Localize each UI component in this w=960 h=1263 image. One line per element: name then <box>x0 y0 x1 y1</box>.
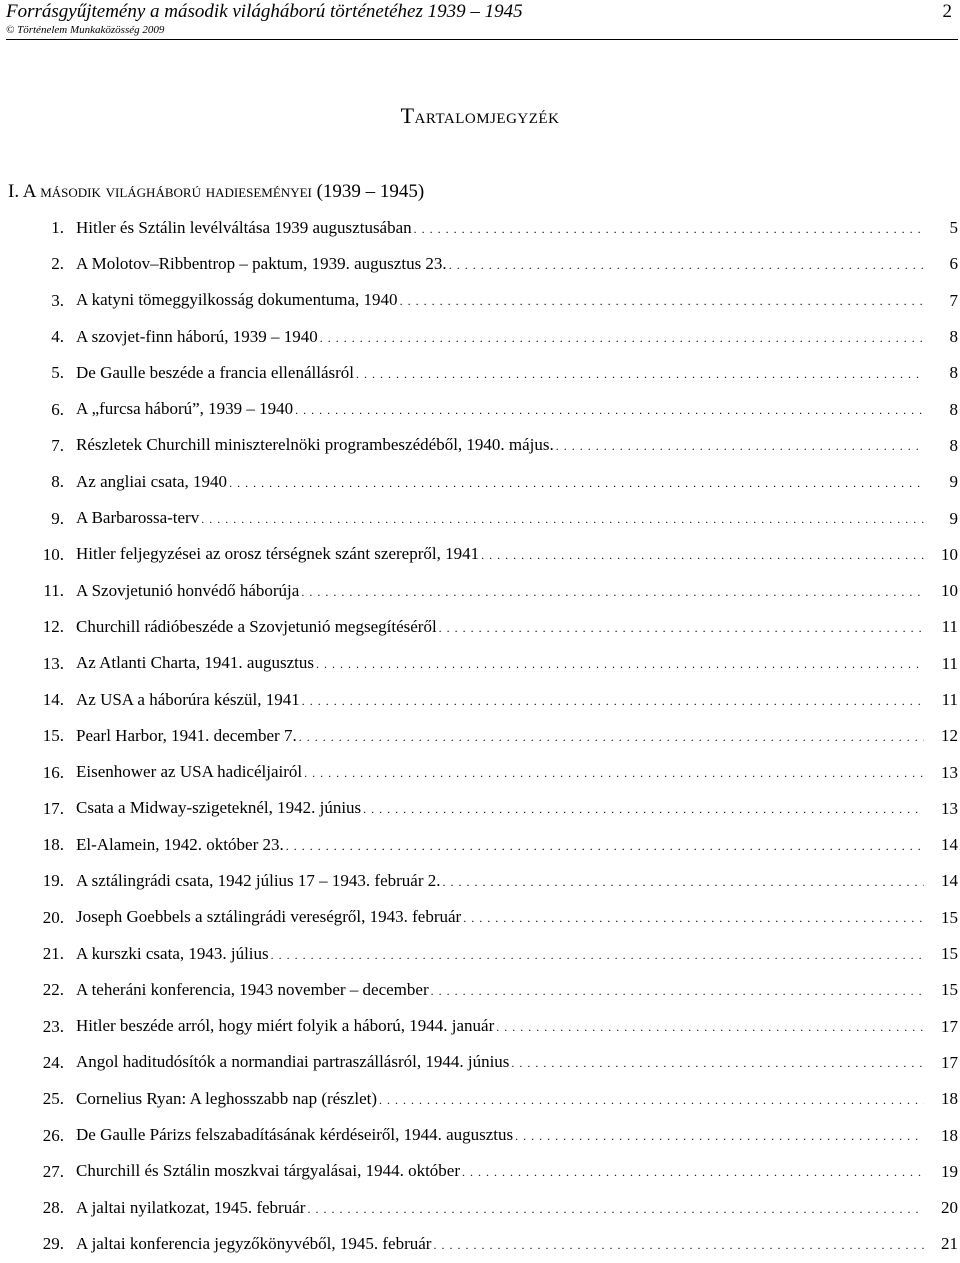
toc-entry-line <box>76 979 924 1002</box>
toc-entry-line <box>76 326 924 349</box>
toc-entry-title: A Barbarossa-terv <box>76 508 200 528</box>
toc-entry-line <box>76 434 924 457</box>
toc-entry-page: 20 <box>941 1198 958 1218</box>
toc-entry-line <box>76 870 924 893</box>
toc-entry-title: Az Atlanti Charta, 1941. augusztus <box>76 653 314 673</box>
toc-entry-page: 10 <box>941 581 958 601</box>
toc-entry-number: 25. <box>42 1089 64 1109</box>
toc-entry-page: 17 <box>941 1016 958 1036</box>
toc-entry-line <box>76 834 924 857</box>
header-divider <box>6 39 958 40</box>
toc-entry[interactable] <box>0 972 960 1008</box>
toc-dot-leader <box>201 507 924 530</box>
toc-entry[interactable] <box>0 1154 960 1190</box>
toc-entry-page: 18 <box>941 1089 958 1109</box>
toc-entry-title: Csata a Midway-szigeteknél, 1942. június <box>76 798 362 818</box>
toc-entry-number: 12. <box>42 617 64 637</box>
toc-entry-line <box>76 761 924 784</box>
toc-entry-line <box>76 543 924 566</box>
toc-entry-number: 18. <box>42 835 64 855</box>
toc-entry-number: 24. <box>42 1052 64 1072</box>
toc-entry-number: 16. <box>42 762 64 782</box>
toc-entry-title: A jaltai nyilatkozat, 1945. február <box>76 1197 306 1217</box>
toc-entry-number: 14. <box>42 690 64 709</box>
toc-entry-number: 7. <box>51 435 64 455</box>
toc-dot-leader <box>286 834 924 857</box>
toc-entry-line <box>76 289 924 312</box>
toc-entry[interactable] <box>0 718 960 754</box>
toc-entry-page: 11 <box>941 653 958 673</box>
toc-entry[interactable] <box>0 863 960 899</box>
toc-entry[interactable] <box>0 682 960 718</box>
toc-entry-title: Joseph Goebbels a sztálingrádi vereségről, 1943. február <box>76 907 462 927</box>
toc-dot-leader <box>463 906 924 929</box>
toc-entry[interactable] <box>0 537 960 573</box>
toc-dot-leader <box>442 870 924 893</box>
toc-entry[interactable] <box>0 827 960 863</box>
toc-dot-leader <box>449 253 924 276</box>
toc-entry-page: 15 <box>941 907 958 927</box>
toc-entry-title: Churchill rádióbeszéde a Szovjetunió megsegítéséről <box>76 616 437 636</box>
toc-entry-line <box>76 398 924 421</box>
toc-dot-leader <box>439 616 924 639</box>
toc-entry[interactable] <box>0 246 960 282</box>
toc-dot-leader <box>414 217 924 240</box>
toc-entry-page: 12 <box>941 726 958 746</box>
toc-entry-title: A kurszki csata, 1943. július <box>76 943 269 963</box>
toc-entry-line <box>76 253 924 276</box>
toc-entry-page: 19 <box>941 1161 958 1181</box>
toc-entry-line <box>76 362 924 385</box>
toc-entry[interactable] <box>0 1009 960 1045</box>
toc-dot-leader <box>363 797 924 820</box>
toc-entry[interactable] <box>0 1226 960 1262</box>
toc-entry-line <box>76 1088 924 1111</box>
toc-entry-page: 9 <box>949 472 958 492</box>
toc-entry-title: A teheráni konferencia, 1943 november – december <box>76 979 429 999</box>
toc-entry-title: Cornelius Ryan: A leghosszabb nap (részlet) <box>76 1088 378 1108</box>
toc-entry-line <box>76 652 924 675</box>
toc-entry-number: 9. <box>51 508 64 528</box>
toc-entry-line <box>76 1015 924 1038</box>
toc-entry[interactable] <box>0 1045 960 1081</box>
toc-entry-line <box>76 1160 924 1183</box>
section-heading: I. A második világháború hadieseményei (1939 – 1945) <box>8 181 425 202</box>
toc-entry-title: Hitler beszéde arról, hogy miért folyik a háború, 1944. január <box>76 1016 495 1036</box>
toc-entry-title: Részletek Churchill miniszterelnöki programbeszédéből, 1940. május. <box>76 435 554 455</box>
toc-entry-title: De Gaulle beszéde a francia ellenállásról <box>76 362 354 382</box>
toc-dot-leader <box>496 1015 924 1038</box>
toc-entry[interactable] <box>0 900 960 936</box>
toc-entry-number: 27. <box>42 1161 64 1181</box>
toc-entry[interactable] <box>0 210 960 246</box>
toc-entry-page: 6 <box>949 254 958 274</box>
toc-dot-leader <box>307 1197 924 1220</box>
toc-entry-number: 4. <box>51 327 64 347</box>
toc-entry[interactable] <box>0 1081 960 1117</box>
toc-entry-number: 6. <box>51 399 64 419</box>
toc-entry-number: 1. <box>51 218 64 238</box>
toc-dot-leader <box>400 289 924 312</box>
toc-entry-number: 10. <box>42 544 64 564</box>
toc-entry-line <box>76 471 924 494</box>
toc-entry[interactable] <box>0 1190 960 1226</box>
toc-entry-number: 5. <box>51 363 64 383</box>
toc-dot-leader <box>320 326 924 349</box>
toc-entry-line <box>76 797 924 820</box>
header-credit: © Történelem Munkaközösség 2009 <box>6 24 165 36</box>
toc-dot-leader <box>511 1051 924 1074</box>
toc-entry-page: 14 <box>941 871 958 891</box>
table-of-contents <box>0 210 960 1263</box>
toc-entry-page: 11 <box>941 617 958 637</box>
toc-entry-title: A Szovjetunió honvédő háborúja <box>76 580 300 600</box>
toc-entry-page: 8 <box>949 399 958 419</box>
toc-dot-leader <box>271 943 924 966</box>
toc-entry-number: 3. <box>51 290 64 310</box>
toc-entry[interactable] <box>0 391 960 427</box>
toc-dot-leader <box>431 979 924 1002</box>
toc-entry-line <box>76 906 924 929</box>
toc-entry-number: 2. <box>51 254 64 274</box>
toc-entry[interactable] <box>0 464 960 500</box>
toc-dot-leader <box>301 580 924 603</box>
toc-dot-leader <box>302 689 924 712</box>
toc-entry-page: 14 <box>941 835 958 855</box>
toc-entry-page: 8 <box>949 363 958 383</box>
toc-dot-leader <box>462 1160 924 1183</box>
toc-dot-leader <box>556 434 924 457</box>
toc-entry[interactable] <box>0 355 960 391</box>
toc-dot-leader <box>481 543 924 566</box>
toc-entry-title: A jaltai konferencia jegyzőkönyvéből, 1945. február <box>76 1233 432 1253</box>
toc-entry-page: 8 <box>949 435 958 455</box>
page-number: 2 <box>942 1 952 22</box>
toc-entry-title: Pearl Harbor, 1941. december 7. <box>76 725 297 745</box>
toc-entry-title: A katyni tömeggyilkosság dokumentuma, 1940 <box>76 290 398 310</box>
toc-entry[interactable] <box>0 500 960 536</box>
toc-entry[interactable] <box>0 283 960 319</box>
toc-entry-page: 15 <box>941 944 958 964</box>
toc-entry-title: A sztálingrádi csata, 1942 július 17 – 1943. február 2. <box>76 870 441 890</box>
toc-entry-title: Az USA a háborúra készül, 1941 <box>76 689 300 709</box>
toc-entry-title: Eisenhower az USA hadicéljairól <box>76 762 303 782</box>
toc-dot-leader <box>316 652 924 675</box>
toc-entry[interactable] <box>0 428 960 464</box>
toc-entry-title: Hitler és Sztálin levélváltása 1939 augusztusában <box>76 217 412 237</box>
toc-dot-leader <box>299 725 924 748</box>
toc-entry-page: 9 <box>949 508 958 528</box>
toc-entry-line <box>76 580 924 603</box>
toc-entry-number: 17. <box>42 798 64 818</box>
toc-entry-page: 10 <box>941 544 958 564</box>
toc-entry-number: 8. <box>51 472 64 492</box>
toc-entry-number: 20. <box>42 907 64 927</box>
toc-entry-page: 7 <box>949 290 958 310</box>
toc-entry-line <box>76 616 924 639</box>
toc-entry-page: 17 <box>941 1052 958 1072</box>
toc-entry-title: El-Alamein, 1942. október 23. <box>76 834 284 854</box>
toc-entry-page: 21 <box>941 1234 958 1254</box>
toc-entry-line <box>76 507 924 530</box>
toc-entry-line <box>76 1197 924 1220</box>
toc-entry-number: 22. <box>42 980 64 1000</box>
toc-dot-leader <box>515 1124 924 1147</box>
toc-entry[interactable] <box>0 754 960 790</box>
toc-entry-number: 11. <box>43 581 64 601</box>
toc-entry[interactable] <box>0 936 960 972</box>
toc-entry-page: 15 <box>941 980 958 1000</box>
toc-entry-line <box>76 1051 924 1074</box>
toc-entry-number: 23. <box>42 1016 64 1036</box>
toc-entry-number: 21. <box>42 944 64 964</box>
toc-entry-title: De Gaulle Párizs felszabadításának kérdéseiről, 1944. augusztus <box>76 1125 514 1145</box>
toc-entry-title: Angol haditudósítók a normandiai partraszállásról, 1944. június <box>76 1052 510 1072</box>
toc-entry[interactable] <box>0 791 960 827</box>
toc-entry-page: 13 <box>941 762 958 782</box>
toc-entry-title: A szovjet-finn háború, 1939 – 1940 <box>76 326 318 346</box>
toc-entry-number: 19. <box>42 871 64 891</box>
toc-entry-line <box>76 943 924 966</box>
toc-entry-title: Hitler feljegyzései az orosz térségnek szánt szerepről, 1941 <box>76 544 480 564</box>
toc-entry-page: 13 <box>941 798 958 818</box>
document-title: Tartalomjegyzék <box>400 103 560 128</box>
toc-entry[interactable] <box>0 1117 960 1153</box>
toc-entry-line <box>76 1124 924 1147</box>
toc-entry[interactable] <box>0 573 960 609</box>
header-title: Forrásgyűjtemény a második világháború történetéhez 1939 – 1945 <box>6 1 523 22</box>
toc-entry[interactable] <box>0 646 960 682</box>
toc-entry-number: 28. <box>42 1198 64 1218</box>
toc-dot-leader <box>304 761 924 784</box>
toc-dot-leader <box>356 362 924 385</box>
toc-entry-page: 18 <box>941 1125 958 1145</box>
toc-entry-number: 29. <box>42 1234 64 1254</box>
toc-entry-page: 8 <box>949 327 958 347</box>
toc-entry[interactable] <box>0 609 960 645</box>
toc-dot-leader <box>295 398 924 421</box>
toc-entry-number: 26. <box>42 1125 64 1145</box>
toc-dot-leader <box>379 1088 924 1111</box>
toc-entry-line <box>76 689 924 712</box>
toc-entry-title: Churchill és Sztálin moszkvai tárgyalásai, 1944. október <box>76 1161 460 1181</box>
toc-entry[interactable] <box>0 319 960 355</box>
toc-entry-title: A „furcsa háború”, 1939 – 1940 <box>76 399 294 419</box>
toc-entry-number: 15. <box>42 726 64 746</box>
toc-entry-title: Az angliai csata, 1940 <box>76 471 228 491</box>
toc-entry-line <box>76 217 924 240</box>
toc-entry-line <box>76 725 924 748</box>
toc-dot-leader <box>229 471 924 494</box>
toc-entry-number: 13. <box>42 653 64 673</box>
toc-entry-title: A Molotov–Ribbentrop – paktum, 1939. augusztus 23. <box>76 253 447 273</box>
toc-entry-page: 11 <box>941 690 958 709</box>
toc-entry-page: 5 <box>949 218 958 238</box>
